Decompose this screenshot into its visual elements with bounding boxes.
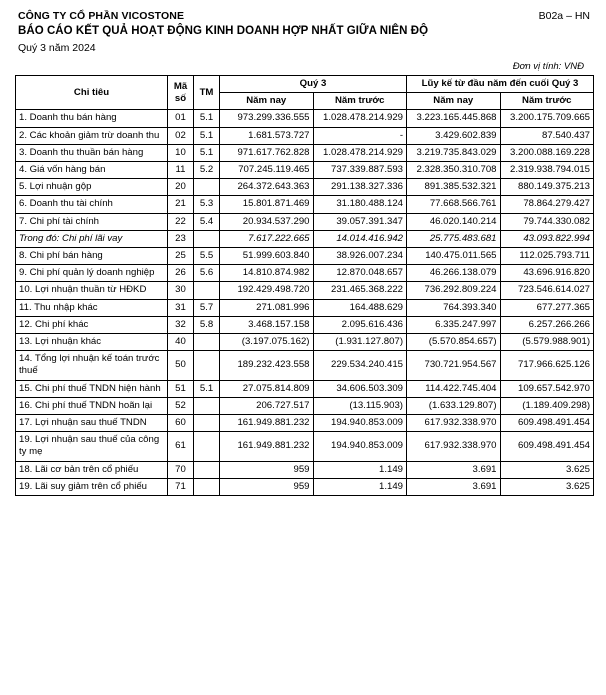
row-ma-so: 10 — [168, 144, 194, 161]
table-row — [16, 351, 594, 380]
row-lk-nam-truoc: 43.093.822.994 — [500, 230, 594, 247]
table-row — [16, 179, 594, 196]
row-ma-so: 70 — [168, 461, 194, 478]
row-label: 11. Thu nhập khác — [16, 299, 168, 316]
row-lk-nam-nay: 114.422.745.404 — [407, 380, 501, 397]
row-lk-nam-truoc: 3.200.088.169.228 — [500, 144, 594, 161]
document-title: BÁO CÁO KẾT QUẢ HOẠT ĐỘNG KINH DOANH HỢP NHẤT GIỮA NIÊN ĐỘ — [18, 25, 429, 37]
row-q3-nam-nay: 264.372.643.363 — [220, 179, 314, 196]
row-label: 16. Chi phí thuế TNDN hoãn lại — [16, 397, 168, 414]
row-tm — [194, 334, 220, 351]
table-row — [16, 478, 594, 495]
row-ma-so: 51 — [168, 380, 194, 397]
row-q3-nam-nay: 15.801.871.469 — [220, 196, 314, 213]
table-row — [16, 334, 594, 351]
table-row — [16, 230, 594, 247]
table-row — [16, 282, 594, 299]
row-q3-nam-nay: 3.468.157.158 — [220, 316, 314, 333]
row-q3-nam-truoc: (1.931.127.807) — [313, 334, 407, 351]
document-period: Quý 3 năm 2024 — [18, 42, 96, 54]
table-row — [16, 432, 594, 461]
row-label: 1. Doanh thu bán hàng — [16, 110, 168, 127]
row-q3-nam-nay: 206.727.517 — [220, 397, 314, 414]
table-row — [16, 299, 594, 316]
document-header — [0, 0, 606, 72]
table-head — [16, 76, 594, 110]
row-q3-nam-truoc: 1.028.478.214.929 — [313, 110, 407, 127]
table-row — [16, 213, 594, 230]
row-label: 6. Doanh thu tài chính — [16, 196, 168, 213]
row-q3-nam-truoc: 194.940.853.009 — [313, 432, 407, 461]
row-tm: 5.8 — [194, 316, 220, 333]
row-tm — [194, 478, 220, 495]
row-tm — [194, 461, 220, 478]
table-row — [16, 265, 594, 282]
row-label: 12. Chi phí khác — [16, 316, 168, 333]
row-label: 4. Giá vốn hàng bán — [16, 162, 168, 179]
row-ma-so: 71 — [168, 478, 194, 495]
row-label: 13. Lợi nhuận khác — [16, 334, 168, 351]
table-row — [16, 461, 594, 478]
row-ma-so: 60 — [168, 415, 194, 432]
row-lk-nam-truoc: 6.257.266.266 — [500, 316, 594, 333]
row-lk-nam-nay: 3.429.602.839 — [407, 127, 501, 144]
col-header-luyke-nam-truoc: Năm trước — [500, 93, 594, 110]
col-header-quy3: Quý 3 — [220, 76, 407, 93]
row-lk-nam-nay: 736.292.809.224 — [407, 282, 501, 299]
row-q3-nam-nay: 27.075.814.809 — [220, 380, 314, 397]
row-lk-nam-truoc: 3.200.175.709.665 — [500, 110, 594, 127]
row-lk-nam-nay: 77.668.566.761 — [407, 196, 501, 213]
row-q3-nam-nay: (3.197.075.162) — [220, 334, 314, 351]
row-q3-nam-truoc: 34.606.503.309 — [313, 380, 407, 397]
table-row — [16, 397, 594, 414]
row-q3-nam-truoc: 2.095.616.436 — [313, 316, 407, 333]
row-ma-so: 01 — [168, 110, 194, 127]
table-row — [16, 380, 594, 397]
row-lk-nam-nay: 6.335.247.997 — [407, 316, 501, 333]
row-label: 9. Chi phí quản lý doanh nghiệp — [16, 265, 168, 282]
row-q3-nam-truoc: 737.339.887.593 — [313, 162, 407, 179]
row-tm — [194, 179, 220, 196]
row-q3-nam-truoc: 31.180.488.124 — [313, 196, 407, 213]
row-label: 18. Lãi cơ bản trên cổ phiếu — [16, 461, 168, 478]
row-lk-nam-truoc: 677.277.365 — [500, 299, 594, 316]
row-tm — [194, 415, 220, 432]
col-header-ma-so: Mã số — [168, 76, 194, 110]
row-tm: 5.3 — [194, 196, 220, 213]
income-statement-table — [15, 75, 594, 496]
row-lk-nam-truoc: 717.966.625.126 — [500, 351, 594, 380]
row-lk-nam-truoc: 112.025.793.711 — [500, 248, 594, 265]
row-q3-nam-truoc: - — [313, 127, 407, 144]
row-lk-nam-nay: (1.633.129.807) — [407, 397, 501, 414]
row-lk-nam-nay: 25.775.483.681 — [407, 230, 501, 247]
row-q3-nam-nay: 161.949.881.232 — [220, 415, 314, 432]
row-label: 3. Doanh thu thuần bán hàng — [16, 144, 168, 161]
row-q3-nam-truoc: 291.138.327.336 — [313, 179, 407, 196]
row-ma-so: 21 — [168, 196, 194, 213]
row-q3-nam-nay: 14.810.874.982 — [220, 265, 314, 282]
row-q3-nam-truoc: 14.014.416.942 — [313, 230, 407, 247]
row-q3-nam-truoc: 1.028.478.214.929 — [313, 144, 407, 161]
row-q3-nam-nay: 959 — [220, 478, 314, 495]
row-tm — [194, 282, 220, 299]
row-tm — [194, 230, 220, 247]
row-q3-nam-nay: 192.429.498.720 — [220, 282, 314, 299]
header-top-row — [18, 9, 594, 23]
row-lk-nam-nay: 140.475.011.565 — [407, 248, 501, 265]
row-tm: 5.6 — [194, 265, 220, 282]
col-header-luy-ke: Lũy kế từ đầu năm đến cuối Quý 3 — [407, 76, 594, 93]
row-q3-nam-nay: 271.081.996 — [220, 299, 314, 316]
row-ma-so: 30 — [168, 282, 194, 299]
row-q3-nam-nay: 707.245.119.465 — [220, 162, 314, 179]
table-row — [16, 415, 594, 432]
table-header-row-1 — [16, 76, 594, 93]
row-label: 5. Lợi nhuận gộp — [16, 179, 168, 196]
row-lk-nam-truoc: 723.546.614.027 — [500, 282, 594, 299]
row-lk-nam-nay: 730.721.954.567 — [407, 351, 501, 380]
row-q3-nam-truoc: 38.926.007.234 — [313, 248, 407, 265]
row-ma-so: 40 — [168, 334, 194, 351]
row-lk-nam-nay: 3.691 — [407, 461, 501, 478]
row-lk-nam-truoc: 609.498.491.454 — [500, 415, 594, 432]
table-row — [16, 127, 594, 144]
row-q3-nam-nay: 1.681.573.727 — [220, 127, 314, 144]
row-ma-so: 02 — [168, 127, 194, 144]
row-tm: 5.4 — [194, 213, 220, 230]
row-label: 8. Chi phí bán hàng — [16, 248, 168, 265]
row-q3-nam-nay: 51.999.603.840 — [220, 248, 314, 265]
row-q3-nam-nay: 20.934.537.290 — [220, 213, 314, 230]
row-lk-nam-nay: 46.266.138.079 — [407, 265, 501, 282]
row-label: 10. Lợi nhuận thuần từ HĐKD — [16, 282, 168, 299]
row-lk-nam-truoc: 3.625 — [500, 478, 594, 495]
table-row — [16, 316, 594, 333]
row-lk-nam-truoc: 87.540.437 — [500, 127, 594, 144]
row-lk-nam-truoc: (5.579.988.901) — [500, 334, 594, 351]
row-q3-nam-truoc: 39.057.391.347 — [313, 213, 407, 230]
row-lk-nam-truoc: 609.498.491.454 — [500, 432, 594, 461]
row-label: 19. Lợi nhuận sau thuế của công ty mẹ — [16, 432, 168, 461]
row-ma-so: 25 — [168, 248, 194, 265]
row-q3-nam-truoc: 194.940.853.009 — [313, 415, 407, 432]
row-q3-nam-truoc: (13.115.903) — [313, 397, 407, 414]
table-row — [16, 196, 594, 213]
row-ma-so: 50 — [168, 351, 194, 380]
row-ma-so: 31 — [168, 299, 194, 316]
row-tm — [194, 397, 220, 414]
row-tm: 5.1 — [194, 110, 220, 127]
row-q3-nam-truoc: 12.870.048.657 — [313, 265, 407, 282]
row-label: 14. Tổng lợi nhuận kế toán trước thuế — [16, 351, 168, 380]
row-lk-nam-nay: 3.223.165.445.868 — [407, 110, 501, 127]
row-lk-nam-truoc: 880.149.375.213 — [500, 179, 594, 196]
row-q3-nam-nay: 971.617.762.828 — [220, 144, 314, 161]
row-q3-nam-truoc: 1.149 — [313, 461, 407, 478]
row-q3-nam-nay: 7.617.222.665 — [220, 230, 314, 247]
col-header-luyke-nam-nay: Năm nay — [407, 93, 501, 110]
row-q3-nam-nay: 161.949.881.232 — [220, 432, 314, 461]
row-q3-nam-nay: 959 — [220, 461, 314, 478]
row-q3-nam-truoc: 1.149 — [313, 478, 407, 495]
row-lk-nam-nay: 3.691 — [407, 478, 501, 495]
col-header-quy3-nam-nay: Năm nay — [220, 93, 314, 110]
form-code: B02a – HN — [538, 10, 590, 22]
row-q3-nam-truoc: 231.465.368.222 — [313, 282, 407, 299]
table-row — [16, 248, 594, 265]
col-header-chi-tieu: Chỉ tiêu — [16, 76, 168, 110]
row-q3-nam-nay: 973.299.336.555 — [220, 110, 314, 127]
row-lk-nam-nay: 891.385.532.321 — [407, 179, 501, 196]
row-ma-so: 23 — [168, 230, 194, 247]
currency-unit: Đơn vị tính: VNĐ — [512, 61, 584, 72]
row-lk-nam-truoc: 43.696.916.820 — [500, 265, 594, 282]
row-lk-nam-truoc: 78.864.279.427 — [500, 196, 594, 213]
row-lk-nam-nay: 764.393.340 — [407, 299, 501, 316]
row-ma-so: 61 — [168, 432, 194, 461]
table-body — [16, 110, 594, 496]
row-lk-nam-nay: 617.932.338.970 — [407, 432, 501, 461]
row-tm: 5.5 — [194, 248, 220, 265]
row-ma-so: 11 — [168, 162, 194, 179]
row-tm — [194, 351, 220, 380]
row-ma-so: 32 — [168, 316, 194, 333]
company-name: CÔNG TY CỔ PHẦN VICOSTONE — [18, 10, 185, 22]
col-header-tm: TM — [194, 76, 220, 110]
row-q3-nam-nay: 189.232.423.558 — [220, 351, 314, 380]
row-tm: 5.1 — [194, 144, 220, 161]
row-label: 17. Lợi nhuận sau thuế TNDN — [16, 415, 168, 432]
row-lk-nam-truoc: 79.744.330.082 — [500, 213, 594, 230]
row-label: Trong đó: Chi phí lãi vay — [16, 230, 168, 247]
row-ma-so: 52 — [168, 397, 194, 414]
row-lk-nam-truoc: 109.657.542.970 — [500, 380, 594, 397]
row-tm: 5.1 — [194, 127, 220, 144]
row-lk-nam-nay: (5.570.854.657) — [407, 334, 501, 351]
row-lk-nam-truoc: 2.319.938.794.015 — [500, 162, 594, 179]
table-row — [16, 144, 594, 161]
row-lk-nam-truoc: 3.625 — [500, 461, 594, 478]
row-label: 19. Lãi suy giảm trên cổ phiếu — [16, 478, 168, 495]
row-ma-so: 22 — [168, 213, 194, 230]
table-row — [16, 110, 594, 127]
row-q3-nam-truoc: 229.534.240.415 — [313, 351, 407, 380]
row-q3-nam-truoc: 164.488.629 — [313, 299, 407, 316]
row-lk-nam-nay: 617.932.338.970 — [407, 415, 501, 432]
row-label: 2. Các khoản giảm trừ doanh thu — [16, 127, 168, 144]
row-label: 7. Chi phí tài chính — [16, 213, 168, 230]
row-tm: 5.7 — [194, 299, 220, 316]
row-tm — [194, 432, 220, 461]
row-lk-nam-nay: 3.219.735.843.029 — [407, 144, 501, 161]
row-label: 15. Chi phí thuế TNDN hiện hành — [16, 380, 168, 397]
row-lk-nam-nay: 46.020.140.214 — [407, 213, 501, 230]
table-row — [16, 162, 594, 179]
row-ma-so: 20 — [168, 179, 194, 196]
row-lk-nam-truoc: (1.189.409.298) — [500, 397, 594, 414]
row-tm: 5.2 — [194, 162, 220, 179]
col-header-quy3-nam-truoc: Năm trước — [313, 93, 407, 110]
row-tm: 5.1 — [194, 380, 220, 397]
row-lk-nam-nay: 2.328.350.310.708 — [407, 162, 501, 179]
row-ma-so: 26 — [168, 265, 194, 282]
